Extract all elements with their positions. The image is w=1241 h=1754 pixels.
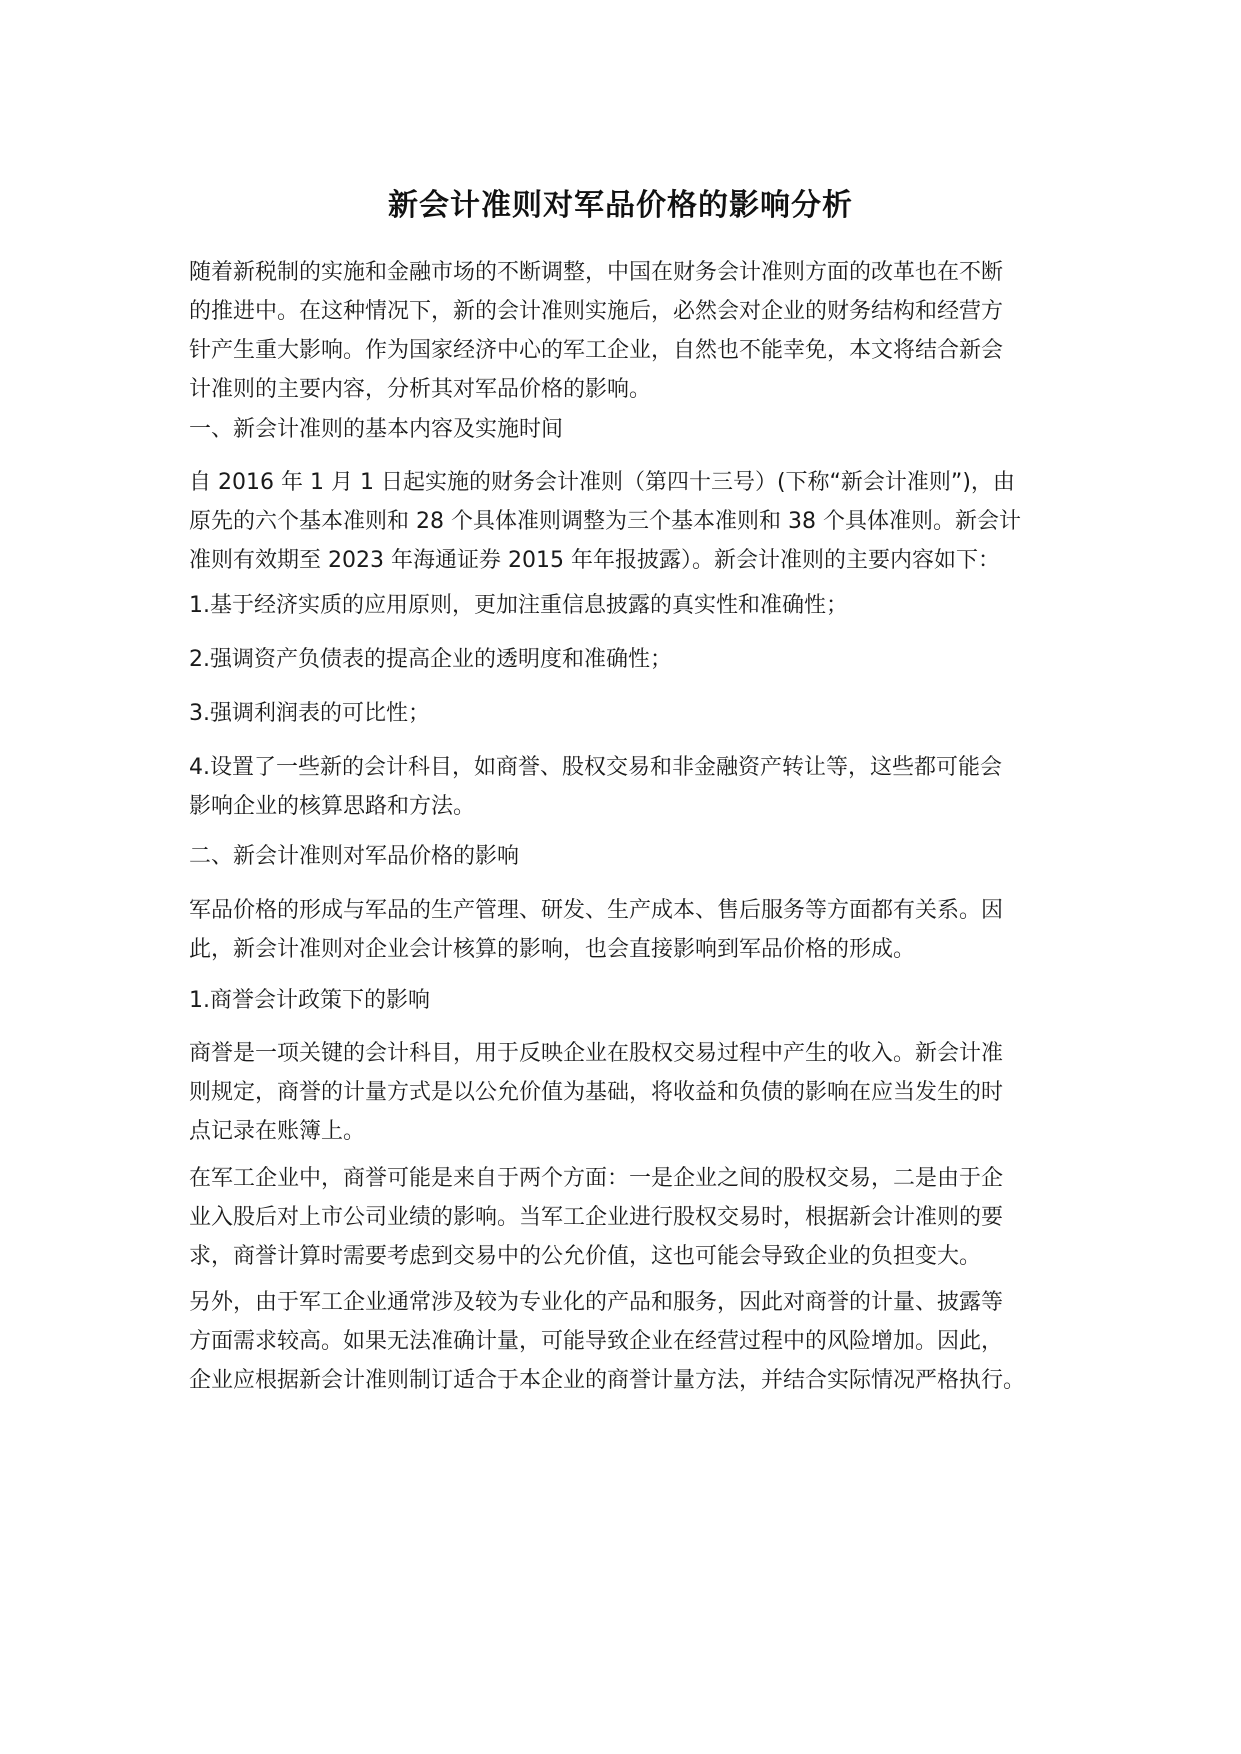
document-title: 新会计准则对军品价格的影响分析 — [388, 188, 853, 223]
list-item-1: 1.基于经济实质的应用原则，更加注重信息披露的真实性和准确性； — [189, 593, 848, 618]
list-item-3: 3.强调利润表的可比性； — [189, 701, 430, 726]
section-heading-1: 一、新会计准则的基本内容及实施时间 — [189, 417, 564, 442]
paragraph-price-formation: 军品价格的形成与军品的生产管理、研发、生产成本、售后服务等方面都有关系。因 此，新会计准则对企业会计核算的影响，也会直接影响到军品价格的形成。 — [189, 898, 1004, 962]
section-heading-2: 二、新会计准则对军品价格的影响 — [189, 844, 520, 869]
paragraph-goodwill-definition: 商誉是一项关键的会计科目，用于反映企业在股权交易过程中产生的收入。新会计准 则规定，商誉的计量方式是以公允价值为基础，将收益和负债的影响在应当发生的时 点记录在账簿上。 — [189, 1041, 1004, 1144]
subsection-heading-goodwill: 1.商誉会计政策下的影响 — [189, 988, 430, 1013]
paragraph-goodwill-sources: 在军工企业中，商誉可能是来自于两个方面：一是企业之间的股权交易，二是由于企 业入股后对上市公司业绩的影响。当军工企业进行股权交易时，根据新会计准则的要 求，商誉计算时需要考虑到交易中的公允价值，这也可能会导致企业的负担变大。 — [189, 1166, 1004, 1269]
list-item-2: 2.强调资产负债表的提高企业的透明度和准确性； — [189, 647, 672, 672]
paragraph-goodwill-measurement: 另外，由于军工企业通常涉及较为专业化的产品和服务，因此对商誉的计量、披露等 方面需求较高。如果无法准确计量，可能导致企业在经营过程中的风险增加。因此， 企业应根据新会计准则制订适合于本企业的商誉计量方法，并结合实际情况严格执行。 — [189, 1290, 1026, 1393]
paragraph-standards-overview: 自 2016 年 1 月 1 日起实施的财务会计准则（第四十三号）(下称“新会计准则”)，由 原先的六个基本准则和 28 个具体准则调整为三个基本准则和 38 个具体准则。新会计 准则有效期至 2023 年海通证券 2015 年年报披露）。新会计准则的主要内容如下： — [189, 470, 1021, 573]
list-item-4: 4.设置了一些新的会计科目，如商誉、股权交易和非金融资产转让等，这些都可能会 影响企业的核算思路和方法。 — [189, 755, 1002, 819]
intro-paragraph: 随着新税制的实施和金融市场的不断调整，中国在财务会计准则方面的改革也在不断 的推进中。在这种情况下，新的会计准则实施后，必然会对企业的财务结构和经营方 针产生重大影响。作为国家经济中心的军工企业，自然也不能幸免，本文将结合新会 计准则的主要内容，分析其对军品价格的影响。 — [189, 260, 1004, 402]
